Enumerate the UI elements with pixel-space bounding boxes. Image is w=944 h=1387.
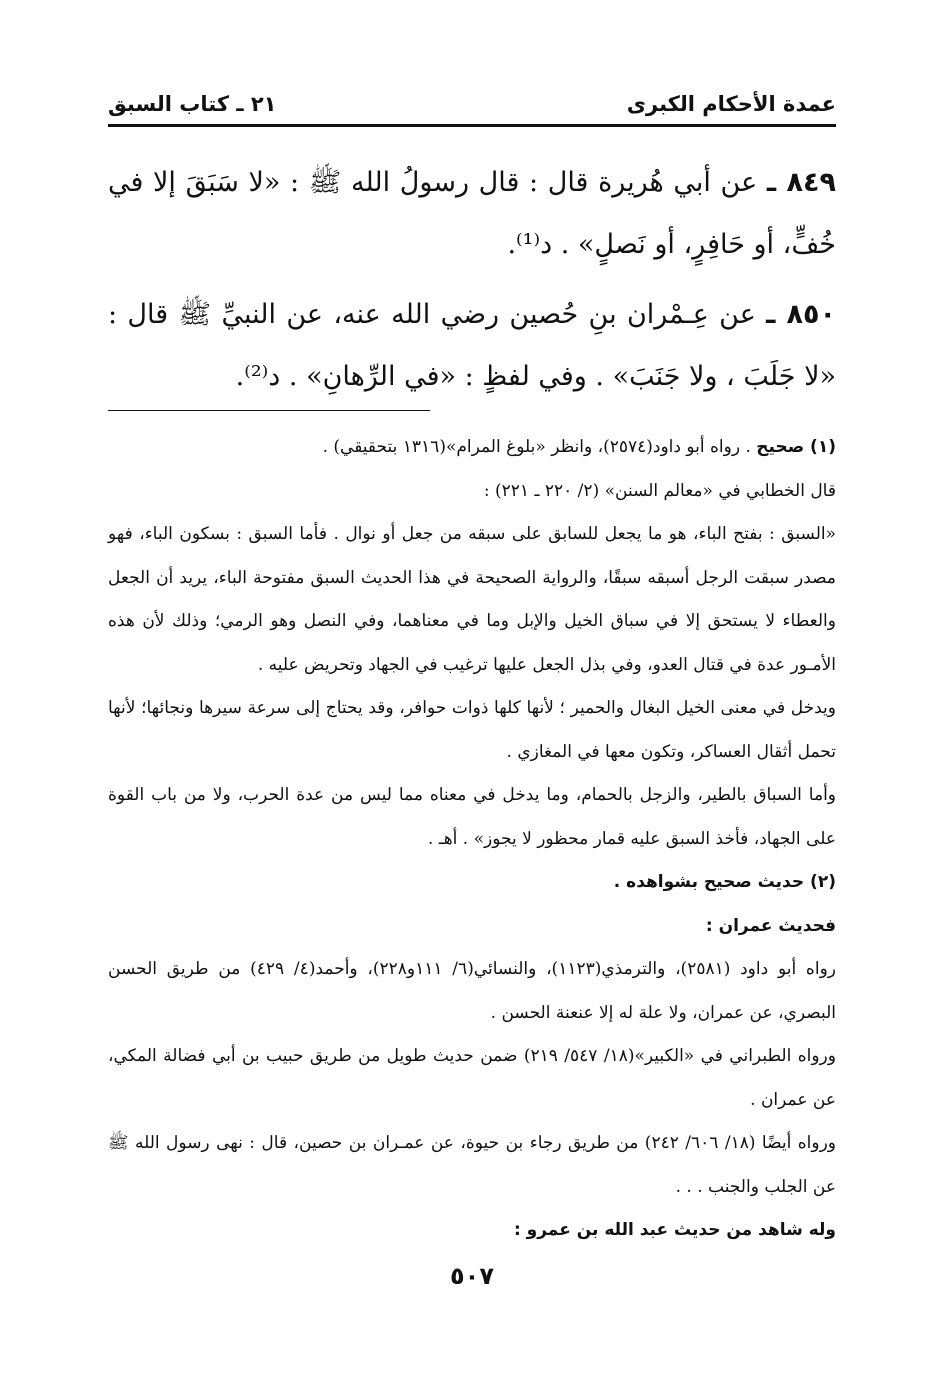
footnote-text: رواه أبو داود (٢٥٨١)، والترمذي(١١٢٣)، والنسائي(٦/ ١١١و٢٢٨)، وأحمد(٤/ ٤٢٩) من طريق الحسن البصري، عن عمران، ولا علة له إلا عنعنة الحسن . bbox=[108, 959, 836, 1023]
footnote-text: ورواه الطبراني في «الكبير»(١٨/ ٥٤٧/ ٢١٩) ضمن حديث طويل من طريق حبيب بن أبي فضالة المكي، عن عمران . bbox=[108, 1046, 836, 1110]
footnote-lead: وله شاهد من حديث عبد الله بن عمرو : bbox=[513, 1220, 836, 1240]
hadith-number: ٨٤٩ ـ bbox=[766, 167, 836, 198]
running-header bbox=[108, 92, 836, 127]
footnote-paragraph bbox=[108, 1035, 836, 1122]
footnote-paragraph bbox=[108, 861, 836, 905]
hadith-body: عن عِـمْران بنِ حُصين رضي الله عنه، عن النبيِّ ﷺ قال : «لا جَلَبَ ، ولا جَنَبَ» . وفي لفظٍ : «في الرِّهانِ» . د⁽²⁾. bbox=[108, 299, 836, 392]
footnote-lead: (٢) حديث صحيح بشواهده . bbox=[613, 872, 836, 892]
footnote-paragraph bbox=[108, 426, 836, 470]
footnote-paragraph bbox=[108, 1209, 836, 1253]
hadith-body: عن أبي هُريرة قال : قال رسولُ الله ﷺ : «لا سَبَقَ إلا في خُفٍّ، أو حَافِرٍ، أو نَصلٍ» . د⁽¹⁾. bbox=[108, 167, 836, 260]
book-title: عمدة الأحكام الكبرى bbox=[626, 92, 836, 116]
hadith-text bbox=[108, 152, 836, 416]
footnote-text: ويدخل في معنى الخيل البغال والحمير ؛ لأنها كلها ذوات حوافر، وقد يحتاج إلى سرعة سيرها ونجائها؛ لأنها تحمل أثقال العساكر، وتكون معها في المغازي . bbox=[108, 698, 836, 762]
footnote-paragraph bbox=[108, 905, 836, 949]
footnote-paragraph bbox=[108, 470, 836, 514]
footnotes bbox=[108, 426, 836, 1253]
hadith-number: ٨٥٠ ـ bbox=[766, 299, 836, 330]
footnote-lead: (١) صحيح bbox=[756, 437, 836, 457]
hadith-850 bbox=[108, 284, 836, 408]
footnote-text: . رواه أبو داود(٢٥٧٤)، وانظر «بلوغ المرام»(١٣١٦ بتحقيقي) . bbox=[322, 437, 757, 457]
footnote-separator bbox=[108, 410, 430, 411]
footnote-paragraph bbox=[108, 687, 836, 774]
hadith-849 bbox=[108, 152, 836, 276]
footnote-text: وأما السباق بالطير، والزجل بالحمام، وما يدخل في معناه مما ليس من عدة الحرب، ولا من باب القوة على الجهاد، فأخذ السبق عليه قمار محظور لا يجوز» . أهـ . bbox=[108, 785, 836, 849]
footnote-text: «السبق : بفتح الباء، هو ما يجعل للسابق على سبقه من جعل أو نوال . فأما السبق : بسكون الباء، فهو مصدر سبقت الرجل أسبقه سبقًا، والرواية الصحيحة في هذا الحديث السبق مفتوحة الباء، يريد أن الجعل والعطاء لا يستحق إلا في سباق الخيل والإبل وما في معناهما، وفي النصل وهو الرمي؛ وذلك لأن هذه الأمـور عدة في قتال العدو، وفي بذل الجعل عليها ترغيب في الجهاد وتحريض عليه . bbox=[108, 524, 836, 675]
page-number: ٥٠٧ bbox=[450, 1262, 494, 1290]
footnote-text: قال الخطابي في «معالم السنن» (٢/ ٢٢٠ ـ ٢٢١) : bbox=[483, 480, 836, 501]
footnote-paragraph bbox=[108, 513, 836, 687]
footnote-paragraph bbox=[108, 1122, 836, 1209]
footnote-paragraph bbox=[108, 774, 836, 861]
footnote-text: ورواه أيضًا (١٨/ ٦٠٦/ ٢٤٢) من طريق رجاء بن حيوة، عن عمـران بن حصين، قال : نهى رسول الله ﷺ عن الجلب والجنب . . . bbox=[108, 1133, 836, 1197]
chapter-title: ٢١ ـ كتاب السبق bbox=[108, 92, 277, 116]
footnote-paragraph bbox=[108, 948, 836, 1035]
footnote-lead: فحديث عمران : bbox=[705, 915, 836, 936]
